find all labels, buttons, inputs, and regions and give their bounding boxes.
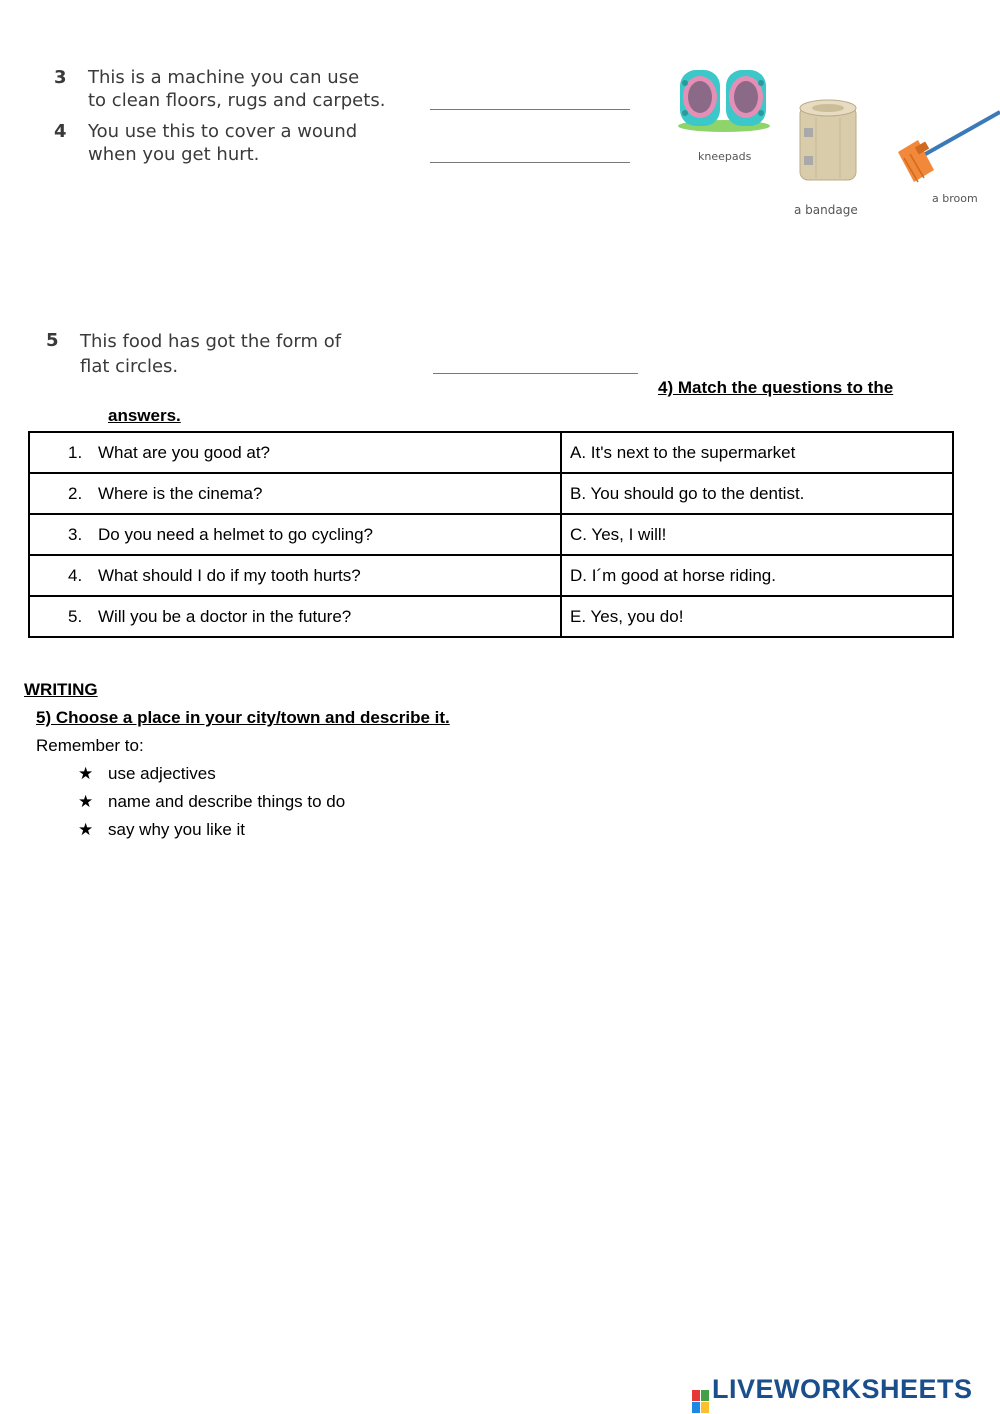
logo-grid-icon [692,1390,709,1413]
question-3-text [88,66,385,112]
kneepads-image [676,66,772,134]
question-cell [29,555,561,596]
answer-cell[interactable] [561,514,953,555]
answer-text: A. It's next to the supermarket [570,442,796,462]
broom-caption: a broom [932,192,978,205]
remember-label: Remember to: [36,736,144,755]
question-4-line2: when you get hurt. [88,144,260,165]
table-row [29,514,953,555]
table-row [29,596,953,637]
answer-text: D. I´m good at horse riding. [570,565,776,585]
match-heading: 4) Match the questions to the [658,378,894,397]
logo-square [701,1390,709,1401]
answer-line-5[interactable] [433,373,638,374]
writing-section-title: WRITING [24,680,98,699]
broom-image [896,108,1000,188]
writing-task: 5) Choose a place in your city/town and describe it. [36,708,450,727]
answer-cell[interactable] [561,473,953,514]
question-text: Will you be a doctor in the future? [98,606,352,626]
bandage-caption: a bandage [794,203,858,217]
logo-square [692,1390,700,1401]
question-text: What should I do if my tooth hurts? [98,565,361,585]
question-4-number: 4 [54,121,67,142]
answer-line-3[interactable] [430,109,630,110]
question-4-text [88,120,357,166]
answer-line-4[interactable] [430,162,630,163]
star-icon: ★ [78,792,94,811]
match-heading-continued: answers. [108,406,181,425]
bullet-text: say why you like it [108,820,245,839]
table-row [29,555,953,596]
question-number: 2. [68,483,83,503]
question-5-number: 5 [46,330,59,351]
table-row [29,432,953,473]
question-number: 3. [68,524,83,544]
logo-text: LIVEWORKSHEETS [712,1374,973,1404]
logo-square [692,1402,700,1413]
answer-text: C. Yes, I will! [570,524,667,544]
question-cell [29,514,561,555]
answer-text: B. You should go to the dentist. [570,483,805,503]
question-5-line2: flat circles. [80,356,179,377]
bandage-image [796,98,860,186]
question-cell [29,473,561,514]
question-cell [29,596,561,637]
match-table [28,431,954,638]
question-text: What are you good at? [98,442,271,462]
question-number: 1. [68,442,83,462]
liveworksheets-logo[interactable] [692,1374,973,1413]
table-row [29,473,953,514]
question-cell [29,432,561,473]
list-item [78,764,216,784]
bullet-text: name and describe things to do [108,792,346,811]
answer-text: E. Yes, you do! [570,606,684,626]
question-text: Where is the cinema? [98,483,263,503]
question-5-text [80,329,341,379]
star-icon: ★ [78,764,94,783]
question-3-line2: to clean floors, rugs and carpets. [88,90,386,111]
question-text: Do you need a helmet to go cycling? [98,524,374,544]
question-3-number: 3 [54,67,67,88]
question-number: 4. [68,565,83,585]
list-item [78,820,245,840]
answer-cell[interactable] [561,596,953,637]
bullet-text: use adjectives [108,764,216,783]
logo-square [701,1402,709,1413]
list-item [78,792,345,812]
question-3-line1: This is a machine you can use [88,67,360,88]
star-icon: ★ [78,820,94,839]
question-4-line1: You use this to cover a wound [88,121,358,142]
answer-cell[interactable] [561,432,953,473]
answer-cell[interactable] [561,555,953,596]
question-number: 5. [68,606,83,626]
question-5-line1: This food has got the form of [80,331,342,352]
kneepads-caption: kneepads [698,150,752,163]
